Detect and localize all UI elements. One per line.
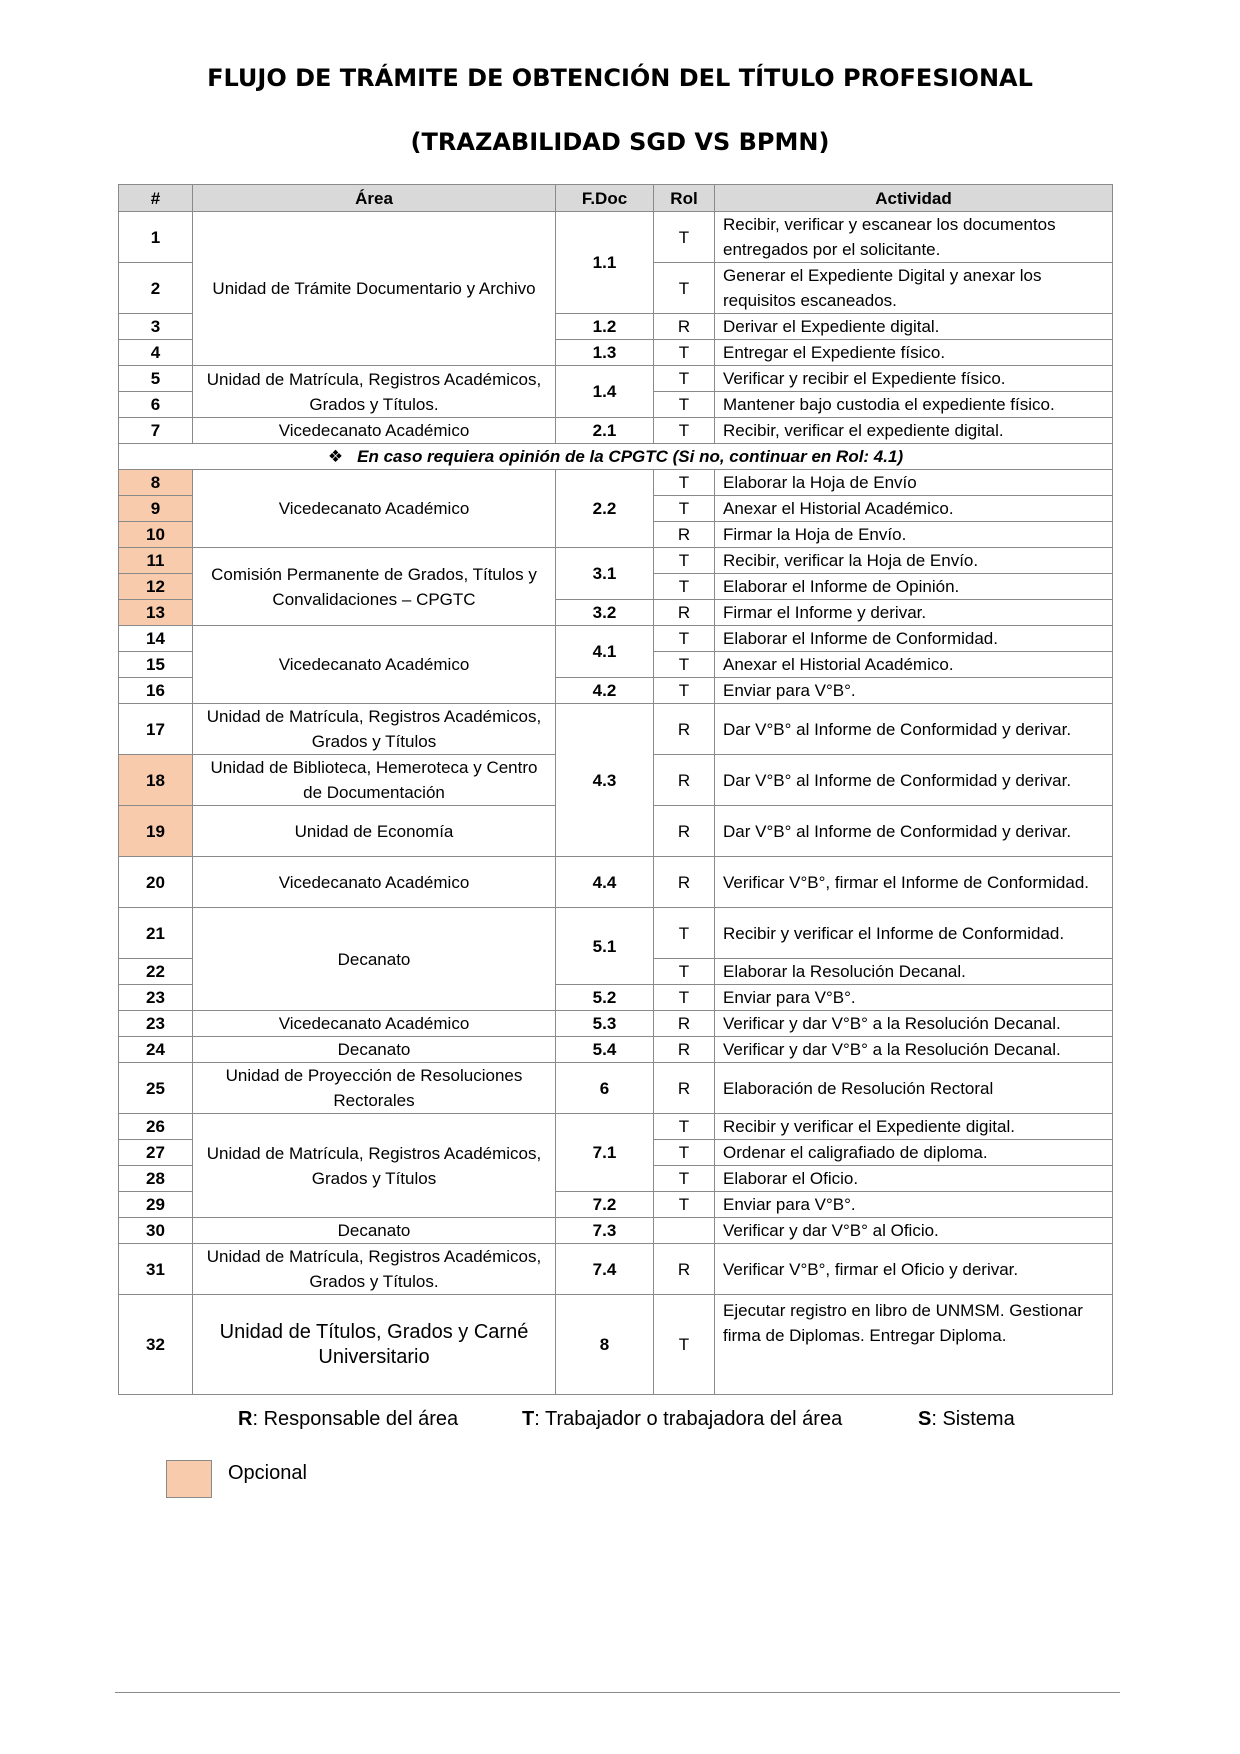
process-table [118,184,1113,1395]
fdoc-cell: 4.3 [556,704,654,857]
fdoc-cell: 1.2 [556,314,654,340]
rol-cell: T [654,418,715,444]
row-number: 15 [119,652,193,678]
rol-cell: T [654,340,715,366]
table-row [119,1295,1113,1395]
activity-cell: Anexar el Historial Académico. [715,652,1113,678]
row-number: 20 [119,857,193,908]
rol-cell: T [654,626,715,652]
activity-cell: Enviar para V°B°. [715,985,1113,1011]
fdoc-cell: 7.1 [556,1114,654,1192]
header-row [119,185,1113,212]
rol-cell: R [654,755,715,806]
fdoc-cell: 4.2 [556,678,654,704]
area-cell: Unidad de Economía [193,806,556,857]
row-number: 18 [119,755,193,806]
row-number: 23 [119,1011,193,1037]
row-number: 17 [119,704,193,755]
fdoc-cell: 2.1 [556,418,654,444]
activity-cell: Enviar para V°B°. [715,1192,1113,1218]
rol-cell: T [654,985,715,1011]
row-number: 1 [119,212,193,263]
activity-cell: Firmar el Informe y derivar. [715,600,1113,626]
row-number: 25 [119,1063,193,1114]
rol-cell: T [654,212,715,263]
rol-cell: T [654,470,715,496]
row-number: 26 [119,1114,193,1140]
fdoc-cell: 8 [556,1295,654,1395]
activity-cell: Entregar el Expediente físico. [715,340,1113,366]
activity-cell: Dar V°B° al Informe de Conformidad y derivar. [715,806,1113,857]
header-fdoc: F.Doc [556,185,654,212]
activity-cell: Generar el Expediente Digital y anexar los requisitos escaneados. [715,263,1113,314]
table-row [119,1218,1113,1244]
row-number: 9 [119,496,193,522]
row-number: 6 [119,392,193,418]
fdoc-cell: 5.1 [556,908,654,985]
header-actividad: Actividad [715,185,1113,212]
table-row [119,626,1113,652]
table-row [119,418,1113,444]
rol-cell: T [654,548,715,574]
rol-cell: T [654,366,715,392]
fdoc-cell: 5.2 [556,985,654,1011]
rol-cell: T [654,908,715,959]
area-cell: Unidad de Trámite Documentario y Archivo [193,212,556,366]
fdoc-cell: 5.3 [556,1011,654,1037]
row-number: 7 [119,418,193,444]
activity-cell: Elaborar la Hoja de Envío [715,470,1113,496]
row-number: 16 [119,678,193,704]
activity-cell: Verificar y recibir el Expediente físico. [715,366,1113,392]
rol-cell: R [654,314,715,340]
row-number: 8 [119,470,193,496]
activity-cell: Elaborar el Oficio. [715,1166,1113,1192]
fdoc-cell: 4.4 [556,857,654,908]
rol-cell [654,1218,715,1244]
rol-cell: T [654,959,715,985]
fdoc-cell: 1.4 [556,366,654,418]
area-cell: Decanato [193,1218,556,1244]
legend-responsable [238,1408,458,1431]
area-cell: Unidad de Proyección de Resoluciones Rectorales [193,1063,556,1114]
document-subtitle: (TRAZABILIDAD SGD VS BPMN) [410,128,830,156]
fdoc-cell: 5.4 [556,1037,654,1063]
legend-key: R [238,1408,253,1430]
rol-cell: T [654,678,715,704]
area-cell: Unidad de Matrícula, Registros Académicos, Grados y Títulos [193,704,556,755]
row-number: 10 [119,522,193,548]
area-cell: Unidad de Títulos, Grados y Carné Universitario [193,1295,556,1395]
row-number: 32 [119,1295,193,1395]
legend-sistema [918,1408,1015,1431]
document-title: FLUJO DE TRÁMITE DE OBTENCIÓN DEL TÍTULO PROFESIONAL [207,64,1033,92]
table-row [119,908,1113,959]
row-number: 13 [119,600,193,626]
note-cell [119,444,1113,470]
rol-cell: T [654,263,715,314]
rol-cell: T [654,392,715,418]
rol-cell: T [654,652,715,678]
legend-text: : Responsable del área [252,1408,459,1430]
rol-cell: R [654,704,715,755]
row-number: 30 [119,1218,193,1244]
fdoc-cell: 2.2 [556,470,654,548]
legend-key: T [522,1408,535,1430]
row-number: 29 [119,1192,193,1218]
header-num: # [119,185,193,212]
legend-trabajador [522,1408,842,1431]
activity-cell: Anexar el Historial Académico. [715,496,1113,522]
row-number: 28 [119,1166,193,1192]
activity-cell: Ordenar el caligrafiado de diploma. [715,1140,1113,1166]
activity-cell: Firmar la Hoja de Envío. [715,522,1113,548]
activity-cell: Recibir, verificar la Hoja de Envío. [715,548,1113,574]
optional-label: Opcional [228,1462,307,1484]
table-row [119,704,1113,755]
activity-cell: Recibir, verificar el expediente digital. [715,418,1113,444]
fdoc-cell: 7.4 [556,1244,654,1295]
row-number: 19 [119,806,193,857]
area-cell: Vicedecanato Académico [193,1011,556,1037]
rol-cell: R [654,1037,715,1063]
area-cell: Vicedecanato Académico [193,626,556,704]
area-cell: Comisión Permanente de Grados, Títulos y Convalidaciones – CPGTC [193,548,556,626]
legend-key: S [918,1408,932,1430]
row-number: 27 [119,1140,193,1166]
area-cell: Decanato [193,908,556,1011]
activity-cell: Dar V°B° al Informe de Conformidad y derivar. [715,755,1113,806]
area-cell: Unidad de Matrícula, Registros Académicos, Grados y Títulos [193,1114,556,1218]
row-number: 11 [119,548,193,574]
table-row [119,1011,1113,1037]
legend-text: : Sistema [931,1408,1015,1430]
rol-cell: R [654,1244,715,1295]
rol-cell: T [654,1114,715,1140]
row-number: 23 [119,985,193,1011]
rol-cell: R [654,600,715,626]
table-row [119,212,1113,263]
area-cell: Vicedecanato Académico [193,857,556,908]
area-cell: Unidad de Matrícula, Registros Académicos, Grados y Títulos. [193,366,556,418]
row-number: 3 [119,314,193,340]
activity-cell: Elaborar el Informe de Opinión. [715,574,1113,600]
rol-cell: T [654,1295,715,1395]
activity-cell: Verificar V°B°, firmar el Oficio y derivar. [715,1244,1113,1295]
activity-cell: Verificar y dar V°B° a la Resolución Decanal. [715,1037,1113,1063]
table-row [119,548,1113,574]
area-cell: Vicedecanato Académico [193,470,556,548]
legend-text: : Trabajador o trabajadora del área [534,1408,843,1430]
row-number: 4 [119,340,193,366]
fdoc-cell: 4.1 [556,626,654,678]
row-number: 24 [119,1037,193,1063]
activity-cell: Dar V°B° al Informe de Conformidad y derivar. [715,704,1113,755]
row-number: 14 [119,626,193,652]
row-number: 12 [119,574,193,600]
rol-cell: T [654,1192,715,1218]
table-row [119,470,1113,496]
activity-cell: Recibir y verificar el Expediente digital. [715,1114,1113,1140]
rol-cell: T [654,574,715,600]
fdoc-cell: 3.2 [556,600,654,626]
activity-cell: Elaborar el Informe de Conformidad. [715,626,1113,652]
optional-swatch [166,1460,212,1498]
diamond-bullet-icon: ❖ [327,447,344,466]
fdoc-cell: 3.1 [556,548,654,600]
activity-cell: Verificar V°B°, firmar el Informe de Conformidad. [715,857,1113,908]
rol-cell: T [654,1166,715,1192]
activity-cell: Ejecutar registro en libro de UNMSM. Gestionar firma de Diplomas. Entregar Diploma. [715,1295,1113,1395]
rol-cell: R [654,806,715,857]
table-row [119,1037,1113,1063]
header-area: Área [193,185,556,212]
row-number: 22 [119,959,193,985]
note-text: En caso requiera opinión de la CPGTC (Si no, continuar en Rol: 4.1) [357,447,904,466]
fdoc-cell: 7.3 [556,1218,654,1244]
rol-cell: R [654,1011,715,1037]
fdoc-cell: 6 [556,1063,654,1114]
row-number: 5 [119,366,193,392]
rol-cell: R [654,522,715,548]
area-cell: Decanato [193,1037,556,1063]
fdoc-cell: 1.1 [556,212,654,314]
row-number: 31 [119,1244,193,1295]
activity-cell: Recibir y verificar el Informe de Conformidad. [715,908,1113,959]
note-row [119,444,1113,470]
table-row [119,1244,1113,1295]
area-cell: Unidad de Biblioteca, Hemeroteca y Centro de Documentación [193,755,556,806]
activity-cell: Mantener bajo custodia el expediente físico. [715,392,1113,418]
activity-cell: Verificar y dar V°B° al Oficio. [715,1218,1113,1244]
activity-cell: Verificar y dar V°B° a la Resolución Decanal. [715,1011,1113,1037]
row-number: 21 [119,908,193,959]
rol-cell: T [654,496,715,522]
fdoc-cell: 1.3 [556,340,654,366]
activity-cell: Enviar para V°B°. [715,678,1113,704]
table-row [119,857,1113,908]
activity-cell: Derivar el Expediente digital. [715,314,1113,340]
area-cell: Unidad de Matrícula, Registros Académicos, Grados y Títulos. [193,1244,556,1295]
activity-cell: Elaboración de Resolución Rectoral [715,1063,1113,1114]
area-cell: Vicedecanato Académico [193,418,556,444]
activity-cell: Recibir, verificar y escanear los documentos entregados por el solicitante. [715,212,1113,263]
row-number: 2 [119,263,193,314]
fdoc-cell: 7.2 [556,1192,654,1218]
table-row [119,1114,1113,1140]
table-row [119,366,1113,392]
rol-cell: R [654,857,715,908]
header-rol: Rol [654,185,715,212]
rol-cell: T [654,1140,715,1166]
rol-cell: R [654,1063,715,1114]
activity-cell: Elaborar la Resolución Decanal. [715,959,1113,985]
footer-divider [115,1692,1120,1693]
table-row [119,1063,1113,1114]
